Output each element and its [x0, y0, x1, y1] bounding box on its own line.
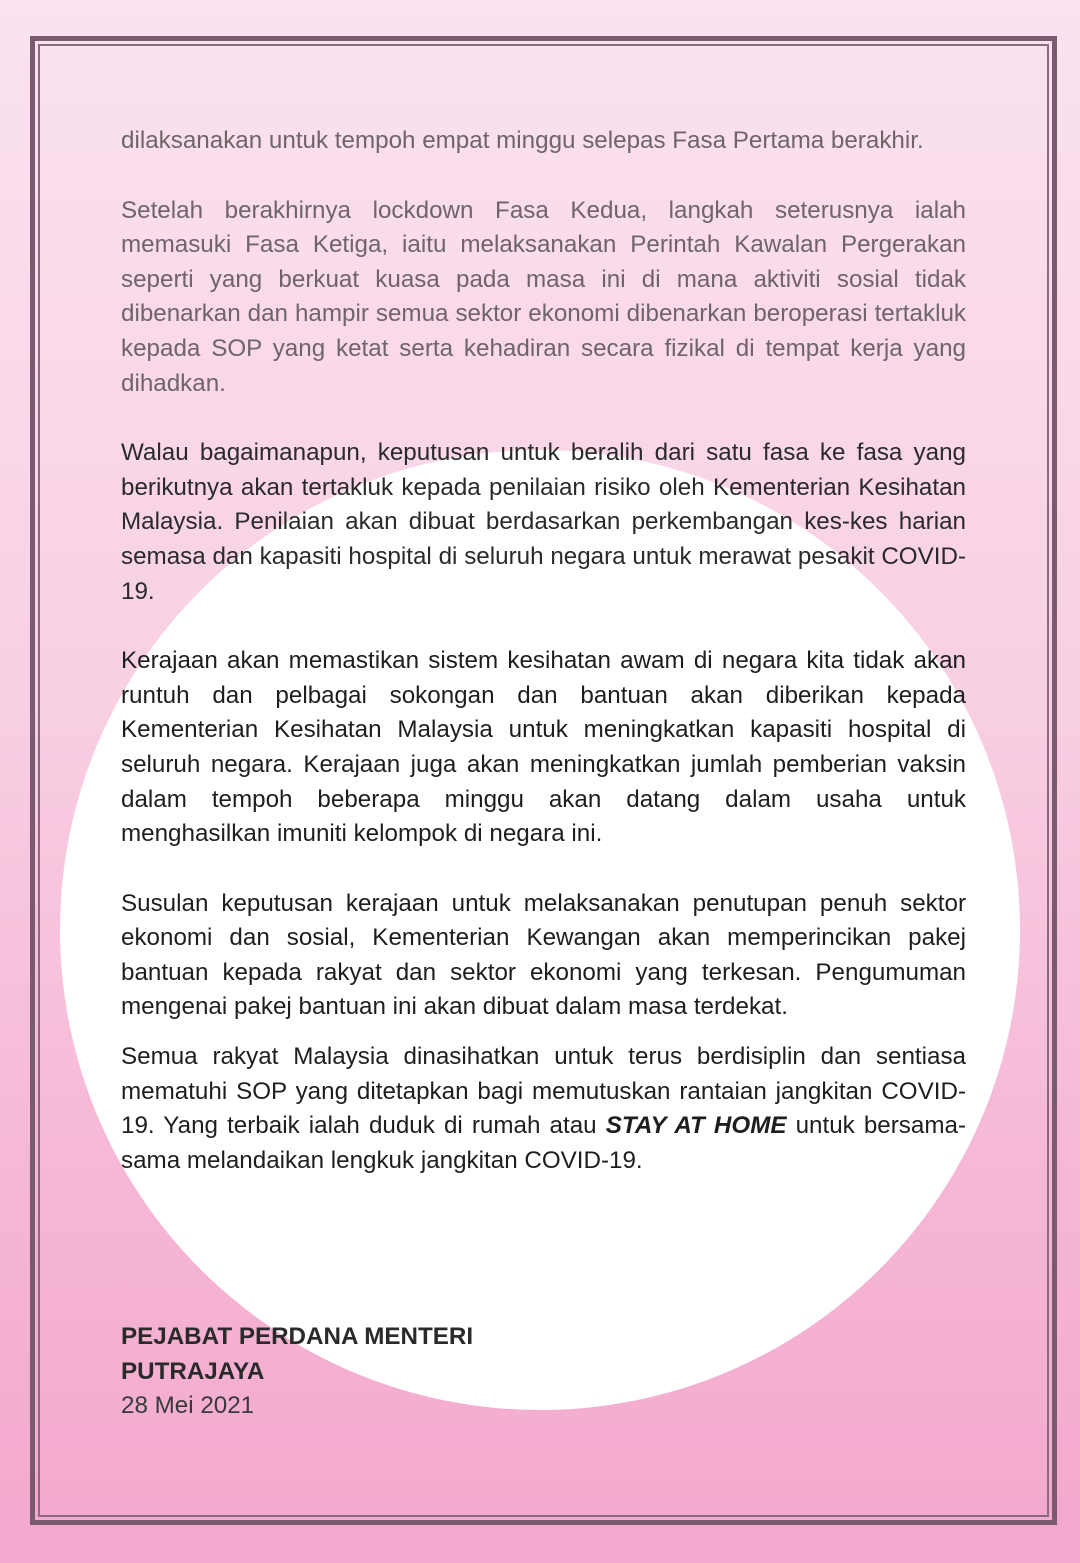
document-body	[121, 124, 966, 1178]
paragraph-6-text-after: untuk bersama-sama melandaikan lengkuk jangkitan COVID-19.	[121, 1112, 967, 1174]
paragraph-3: Walau bagaimanapun, keputusan untuk beralih dari satu fasa ke fasa yang berikutnya akan tertakluk kepada penilaian risiko oleh Kementerian Kesihatan Malaysia. Penilaian akan dibuat berdasarkan perkembangan kes-kes harian semasa dan kapasiti hospital di seluruh negara untuk merawat pesakit COVID-19.	[121, 439, 966, 605]
signature-block	[121, 1320, 473, 1424]
signature-place: PUTRAJAYA	[121, 1357, 265, 1385]
paragraph-6	[121, 1040, 966, 1178]
signature-office: PEJABAT PERDANA MENTERI	[121, 1323, 474, 1350]
paragraph-6-text-before: Semua rakyat Malaysia dinasihatkan untuk terus berdisiplin dan sentiasa mematuhi SOP yang ditetapkan bagi memutuskan rantaian jangkitan COVID-19. Yang terbaik ialah duduk di rumah atau	[121, 1043, 966, 1140]
paragraph-4: Kerajaan akan memastikan sistem kesihatan awam di negara kita tidak akan runtuh dan pelbagai sokongan dan bantuan akan diberikan kepada Kementerian Kesihatan Malaysia untuk meningkatkan kapasiti hospital di seluruh negara. Kerajaan juga akan meningkatkan jumlah pemberian vaksin dalam tempoh beberapa minggu akan datang dalam usaha untuk menghasilkan imuniti kelompok di negara ini.	[121, 647, 966, 848]
paragraph-5: Susulan keputusan kerajaan untuk melaksanakan penutupan penuh sektor ekonomi dan sosial, Kementerian Kewangan akan memperincikan pakej bantuan kepada rakyat dan sektor ekonomi yang terkesan. Pengumuman mengenai pakej bantuan ini akan dibuat dalam masa terdekat.	[121, 889, 966, 1021]
paragraph-1: dilaksanakan untuk tempoh empat minggu selepas Fasa Pertama berakhir.	[121, 127, 924, 154]
paragraph-2: Setelah berakhirnya lockdown Fasa Kedua, langkah seterusnya ialah memasuki Fasa Ketiga, iaitu melaksanakan Perintah Kawalan Pergerakan seperti yang berkuat kuasa pada masa ini di mana aktiviti sosial tidak dibenarkan dan hampir semua sektor ekonomi dibenarkan beroperasi tertakluk kepada SOP yang ketat serta kehadiran secara fizikal di tempat kerja yang dihadkan.	[121, 196, 966, 397]
stay-at-home-emphasis: STAY AT HOME	[605, 1112, 787, 1140]
signature-date: 28 Mei 2021	[121, 1392, 255, 1420]
